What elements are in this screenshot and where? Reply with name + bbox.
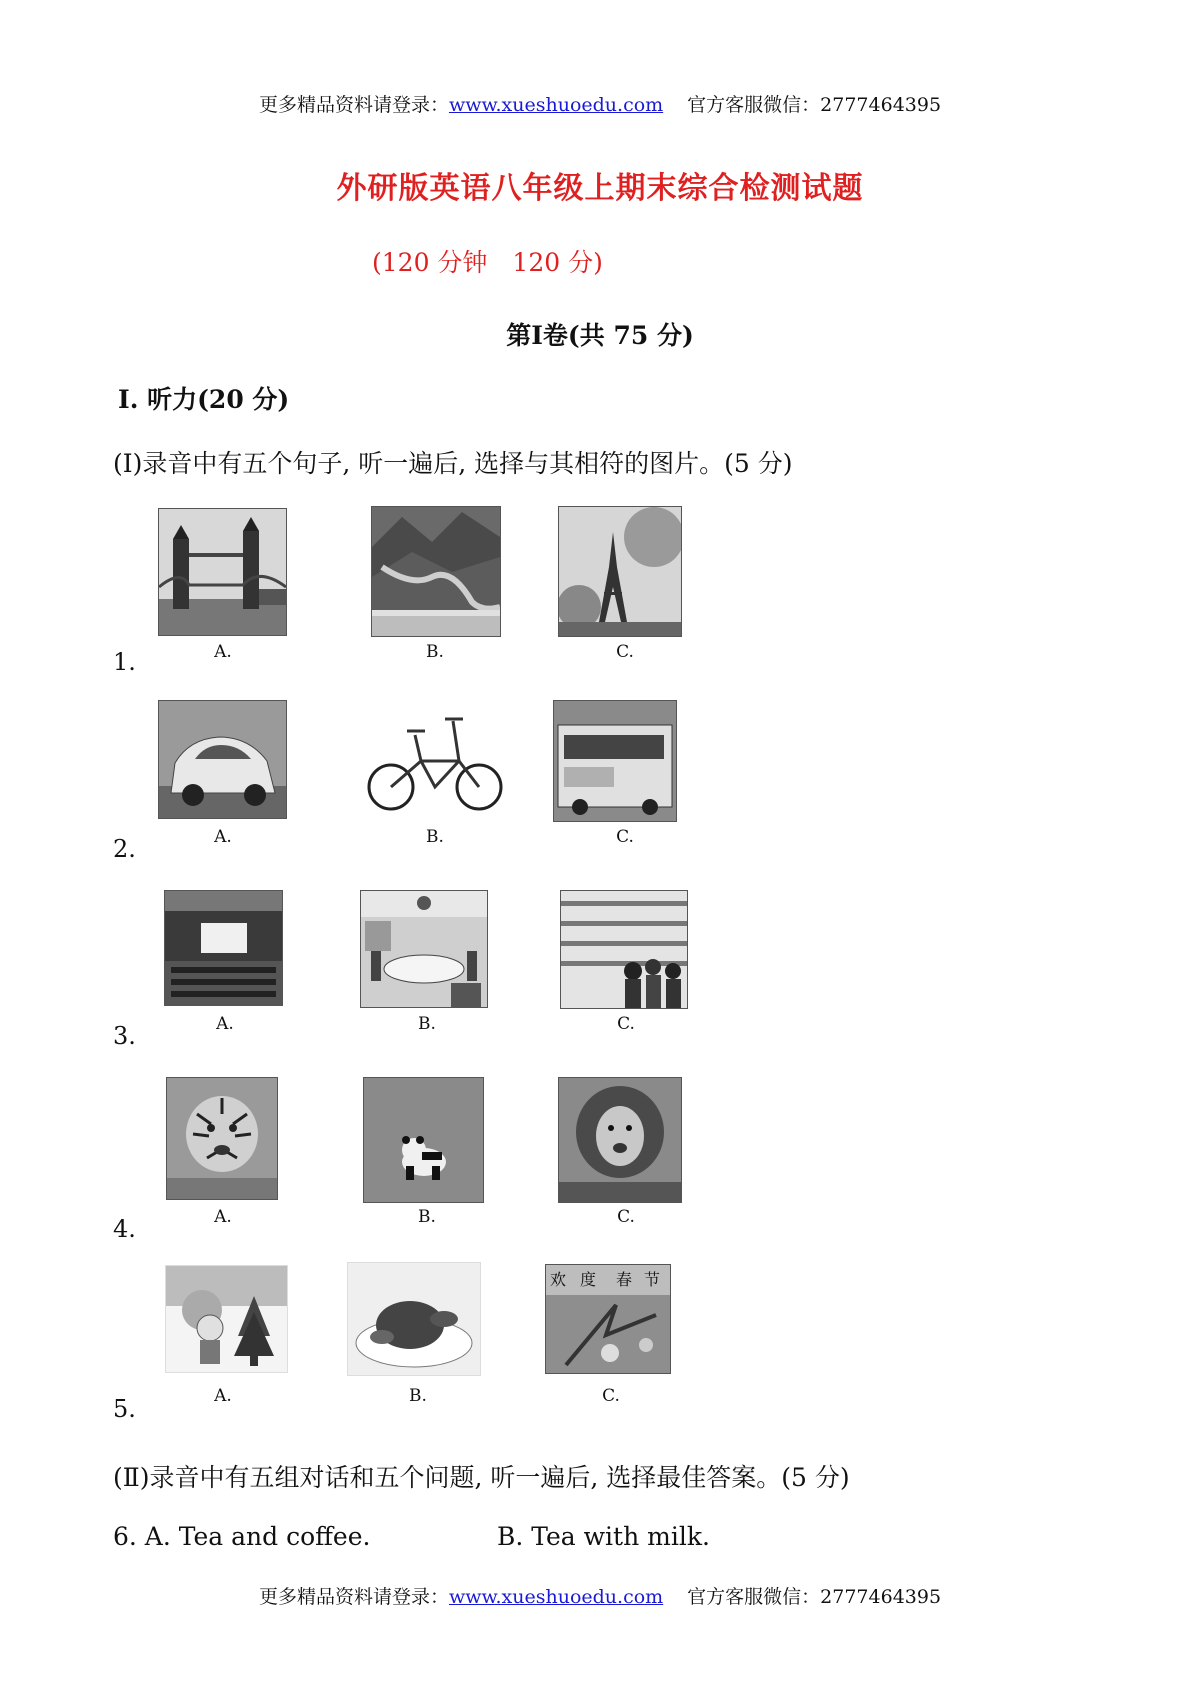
option-label: B.	[426, 642, 444, 662]
lion-photo[interactable]	[558, 1077, 682, 1203]
cinema-photo[interactable]	[164, 890, 283, 1006]
spring-festival-char: 节	[644, 1270, 661, 1289]
option-label: A.	[214, 827, 232, 847]
option-label: B.	[426, 827, 444, 847]
page-subtitle: (120 分钟 120 分)	[372, 248, 603, 277]
great-wall-photo[interactable]	[371, 506, 501, 637]
tiger-photo[interactable]	[166, 1077, 278, 1200]
option-label: A.	[214, 1207, 232, 1227]
option-label: C.	[616, 642, 634, 662]
option-label: A.	[214, 1386, 232, 1406]
option-label: A.	[216, 1014, 234, 1034]
option-label: B.	[418, 1014, 436, 1034]
option-label: C.	[617, 1207, 635, 1227]
question-number: 2.	[113, 835, 136, 863]
question-number: 5.	[113, 1395, 136, 1423]
part2-instruction: (Ⅱ)录音中有五组对话和五个问题, 听一遍后, 选择最佳答案。(5 分)	[113, 1463, 850, 1492]
turkey-photo[interactable]	[347, 1262, 481, 1376]
header-text: 更多精品资料请登录：	[258, 94, 449, 116]
supermarket-photo[interactable]	[560, 890, 688, 1009]
eiffel-tower-photo[interactable]	[558, 506, 682, 637]
option-label: A.	[214, 642, 232, 662]
footer-service: 官方客服微信：2777464395	[687, 1586, 942, 1608]
christmas-photo[interactable]	[165, 1265, 288, 1373]
volume-heading: 第Ⅰ卷(共 75 分)	[506, 321, 694, 350]
page-title: 外研版英语八年级上期末综合检测试题	[336, 171, 864, 206]
spring-festival-char: 欢	[550, 1270, 567, 1289]
restaurant-photo[interactable]	[360, 890, 488, 1008]
question-6-option-b: B. Tea with milk.	[497, 1522, 710, 1551]
footer-text: 更多精品资料请登录：	[258, 1586, 449, 1608]
footer-link[interactable]: www.xueshuoedu.com	[448, 1586, 664, 1608]
header-service: 官方客服微信：2777464395	[687, 94, 942, 116]
page-footer	[0, 1582, 1200, 1609]
panda-photo[interactable]	[363, 1077, 484, 1203]
question-number: 3.	[113, 1022, 136, 1050]
spring-festival-char: 度	[580, 1270, 597, 1289]
tower-bridge-photo[interactable]	[158, 508, 287, 636]
option-label: C.	[617, 1014, 635, 1034]
bus-photo[interactable]	[553, 700, 677, 822]
question-6-option-a: 6. A. Tea and coffee.	[113, 1522, 371, 1551]
spring-festival-photo[interactable]	[545, 1264, 671, 1374]
part1-instruction: (Ⅰ)录音中有五个句子, 听一遍后, 选择与其相符的图片。(5 分)	[113, 449, 793, 478]
bicycle-photo[interactable]	[358, 700, 512, 819]
page-header	[0, 90, 1200, 117]
header-link[interactable]: www.xueshuoedu.com	[448, 94, 664, 116]
question-number: 4.	[113, 1215, 136, 1243]
option-label: C.	[616, 827, 634, 847]
question-number: 1.	[113, 648, 136, 676]
option-label: B.	[418, 1207, 436, 1227]
option-label: B.	[409, 1386, 427, 1406]
spring-festival-char: 春	[616, 1270, 633, 1289]
car-photo[interactable]	[158, 700, 287, 819]
option-label: C.	[602, 1386, 620, 1406]
section-heading: Ⅰ. 听力(20 分)	[118, 385, 290, 414]
